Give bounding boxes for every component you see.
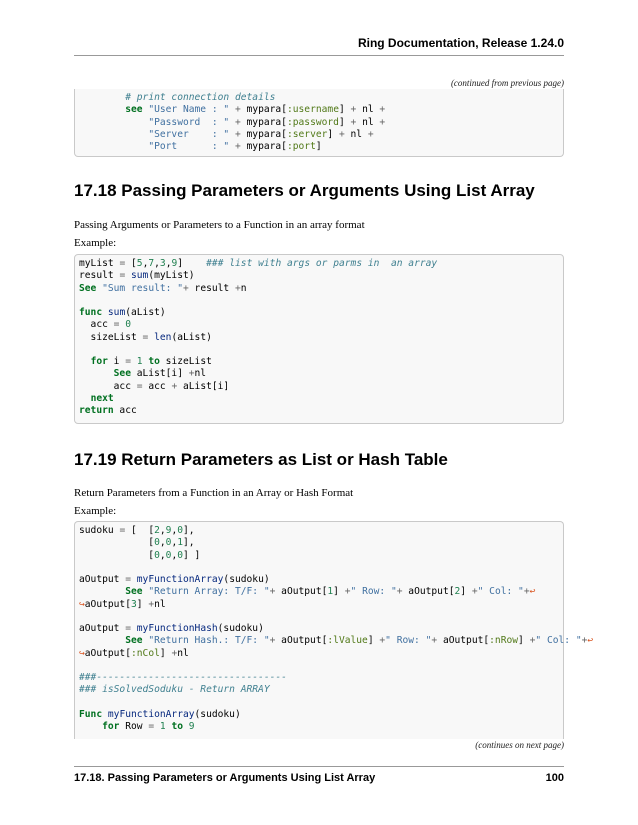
code-token: +: [269, 586, 276, 598]
code-line: [79, 550, 559, 562]
code-token: ]: [367, 635, 380, 647]
code-token: i: [107, 356, 126, 367]
code-token: 5: [136, 258, 143, 269]
code-token: " Col: ": [477, 586, 524, 598]
code-line: [79, 141, 559, 153]
code-token: ]: [338, 104, 351, 116]
code-token: +: [523, 586, 530, 598]
code-token: aOutput[: [402, 586, 455, 598]
code-token: "User Name : ": [148, 104, 230, 116]
code-line: [79, 684, 559, 696]
code-token: to: [148, 356, 160, 367]
code-token: to: [171, 721, 184, 732]
code-line: [79, 283, 559, 295]
code-token: sum: [131, 270, 149, 282]
code-token: =: [142, 331, 149, 343]
section-17-18-intro: Passing Arguments or Parameters to a Function in an array format: [74, 219, 365, 231]
code-token: [79, 721, 102, 732]
code-line: [79, 405, 559, 417]
code-token: 0: [165, 549, 172, 561]
code-token: acc: [79, 319, 114, 331]
code-token: +: [171, 647, 178, 659]
code-token: 0: [177, 549, 183, 561]
code-line: [79, 319, 559, 331]
continued-from-note: (continued from previous page): [450, 78, 564, 88]
code-token: ,: [159, 525, 166, 536]
code-line: [79, 258, 559, 270]
code-token: +: [234, 128, 241, 140]
code-token: =: [148, 721, 155, 732]
code-line: [79, 599, 559, 611]
code-token: [79, 129, 148, 140]
code-token: ,: [159, 549, 166, 561]
code-token: +: [350, 104, 357, 116]
code-token: " Row: ": [385, 635, 432, 647]
code-token: ↩: [587, 635, 594, 647]
code-token: [ [: [125, 525, 155, 536]
code-token: aOutput[: [84, 647, 131, 659]
code-token: [79, 356, 91, 367]
code-token: "Return Array: T/F: ": [148, 586, 270, 598]
code-line: [79, 709, 559, 721]
code-token: [: [125, 258, 137, 269]
code-token: 9: [188, 721, 195, 732]
code-token: ]: [460, 586, 472, 598]
code-line: [79, 672, 559, 684]
code-token: (sudoku): [194, 708, 241, 720]
code-token: +: [396, 586, 403, 598]
code-token: myFunctionHash: [136, 623, 218, 634]
code-token: ]: [177, 258, 207, 269]
code-token: result: [188, 282, 235, 294]
code-line: [79, 562, 559, 574]
code-token: myFunctionArray: [136, 574, 224, 585]
code-line: [79, 270, 559, 282]
code-token: ,: [171, 537, 178, 549]
code-token: 0: [125, 319, 131, 331]
code-token: ↪: [79, 647, 85, 659]
code-token: [: [79, 549, 155, 561]
code-token: 2: [454, 586, 461, 598]
code-token: ,: [159, 537, 166, 549]
code-token: [79, 141, 148, 152]
code-line: [79, 648, 559, 660]
code-token: ,: [154, 258, 160, 269]
code-token: for: [90, 356, 108, 367]
code-token: [79, 117, 148, 128]
code-token: +: [234, 104, 241, 116]
code-token: +: [148, 598, 155, 610]
code-token: 9: [171, 258, 178, 269]
code-line: [79, 307, 559, 319]
code-token: " Row: ": [350, 586, 397, 598]
code-line: [79, 393, 559, 405]
code-token: ,: [142, 258, 149, 269]
code-token: ] ]: [183, 549, 201, 561]
code-token: [79, 586, 125, 597]
code-token: +: [379, 116, 386, 128]
code-token: +: [234, 282, 241, 294]
code-token: ### list with args or parms in an array: [206, 258, 438, 269]
code-token: 1: [159, 721, 166, 732]
code-token: nl: [344, 128, 368, 140]
code-token: myFunctionArray: [107, 708, 195, 720]
code-token: sum: [107, 307, 126, 318]
section-title-17-19: 17.19 Return Parameters as List or Hash Table: [74, 450, 448, 469]
code-token: result: [79, 270, 120, 282]
code-token: 3: [131, 598, 137, 610]
code-token: 2: [154, 525, 160, 536]
code-token: myList: [79, 258, 120, 269]
code-line: [79, 117, 559, 129]
code-token: :username: [286, 104, 339, 116]
code-line: [79, 92, 559, 104]
code-token: aOutput: [79, 623, 126, 634]
code-token: 0: [154, 537, 160, 549]
code-line: [79, 381, 559, 393]
code-token: ]: [327, 128, 339, 140]
code-token: sizeList: [159, 356, 212, 367]
code-block-return-list-hash: [74, 521, 594, 739]
code-token: [79, 92, 125, 103]
code-token: +: [338, 128, 345, 140]
code-token: ,: [171, 525, 178, 536]
footer-section-title: 17.18. Passing Parameters or Arguments Using List Array: [74, 772, 376, 784]
code-token: mypara[: [240, 141, 287, 152]
code-token: +: [471, 586, 478, 598]
code-token: next: [90, 392, 114, 404]
code-token: 9: [165, 525, 172, 536]
code-token: mypara[: [240, 104, 287, 116]
code-token: +: [431, 635, 438, 647]
code-token: sizeList: [79, 331, 143, 343]
code-token: aOutput[: [275, 635, 328, 647]
code-token: nl: [356, 104, 380, 116]
code-token: aOutput[: [437, 635, 490, 647]
code-token: "Sum result: ": [102, 282, 183, 294]
code-token: =: [113, 319, 120, 331]
code-token: ,: [165, 258, 172, 269]
code-line: [79, 344, 559, 356]
code-token: =: [119, 525, 126, 536]
code-token: (myList): [148, 270, 195, 282]
code-line: [79, 332, 559, 344]
code-token: ,: [171, 549, 178, 561]
code-token: ]: [136, 598, 149, 610]
code-token: :server: [286, 128, 328, 140]
code-token: sudoku: [79, 525, 120, 536]
code-token: [: [79, 537, 155, 549]
code-line: [79, 697, 559, 709]
continues-on-note: (continues on next page): [475, 740, 564, 750]
code-token: # print connection details: [125, 92, 276, 103]
code-token: 0: [177, 525, 184, 536]
code-token: "Return Hash.: T/F: ": [148, 635, 270, 647]
code-token: See: [125, 635, 143, 647]
code-token: "Port : ": [148, 141, 230, 152]
code-token: mypara[: [240, 128, 287, 140]
code-line: [79, 660, 559, 672]
code-token: acc: [79, 380, 137, 392]
code-token: +: [234, 116, 241, 128]
code-token: ]: [315, 141, 322, 152]
code-line: [79, 574, 559, 586]
code-line: [79, 295, 559, 307]
code-token: :lValue: [327, 635, 368, 647]
code-token: aList[i]: [177, 380, 230, 392]
code-token: +: [188, 368, 195, 380]
code-token: [79, 393, 91, 404]
code-block-list-array: [74, 254, 564, 424]
code-token: 0: [154, 549, 160, 561]
code-token: =: [125, 574, 131, 585]
code-token: :port: [286, 141, 316, 152]
code-token: Row: [119, 721, 149, 732]
code-token: :nCol: [131, 647, 160, 659]
code-token: nl: [356, 116, 380, 128]
code-token: (aList): [171, 331, 212, 343]
section-17-19-intro: Return Parameters from a Function in an Array or Hash Format: [74, 487, 354, 499]
code-line: [79, 129, 559, 141]
code-line: [79, 368, 559, 380]
code-token: =: [125, 623, 131, 634]
code-token: ]: [518, 635, 530, 647]
code-token: [79, 635, 125, 646]
code-token: " Col: ": [535, 635, 582, 647]
code-token: +: [379, 635, 386, 647]
code-token: aOutput[: [275, 586, 328, 598]
code-token: 1: [136, 356, 143, 367]
code-token: return: [79, 405, 114, 416]
code-token: ###---------------------------------: [79, 672, 287, 683]
section-17-19-example-label: Example:: [74, 505, 117, 517]
code-token: 1: [177, 537, 183, 549]
code-token: =: [119, 270, 126, 282]
code-block-connection-details: [74, 89, 564, 157]
code-token: aOutput: [79, 574, 126, 585]
code-line: [79, 586, 559, 598]
code-token: =: [136, 380, 143, 392]
code-token: [79, 368, 114, 379]
code-token: +: [182, 282, 189, 294]
section-17-18-example-label: Example:: [74, 237, 117, 249]
section-title-17-18: 17.18 Passing Parameters or Arguments Using List Array: [74, 181, 535, 200]
code-token: nl: [177, 647, 189, 659]
code-token: n: [240, 282, 247, 294]
code-token: func: [79, 307, 103, 318]
code-token: 1: [327, 586, 334, 598]
code-line: [79, 623, 559, 635]
code-token: :password: [286, 116, 339, 128]
code-line: [79, 635, 594, 647]
code-line: [79, 611, 559, 623]
code-token: +: [367, 128, 374, 140]
code-token: See: [125, 586, 143, 598]
code-token: acc: [142, 380, 172, 392]
code-token: "Server : ": [148, 128, 230, 140]
code-token: 7: [148, 258, 155, 269]
page-number: 100: [545, 772, 564, 784]
running-header-title: Ring Documentation, Release 1.24.0: [357, 36, 564, 50]
code-token: "Password : ": [148, 116, 230, 128]
code-token: See: [79, 282, 97, 294]
code-token: See: [113, 368, 131, 380]
code-token: len: [154, 331, 172, 343]
code-token: ]: [338, 116, 351, 128]
code-token: =: [119, 258, 126, 269]
code-token: +: [269, 635, 276, 647]
code-token: (sudoku): [217, 623, 264, 634]
code-token: acc: [113, 405, 137, 416]
code-token: for: [102, 721, 120, 732]
footer-rule: [74, 766, 564, 767]
code-token: ↩: [529, 586, 536, 598]
header-rule: [74, 55, 564, 56]
code-token: +: [171, 380, 178, 392]
code-token: aOutput[: [84, 598, 131, 610]
code-token: [79, 104, 125, 115]
code-line: [79, 721, 559, 733]
code-token: (sudoku): [223, 574, 270, 585]
code-token: +: [379, 104, 386, 116]
code-token: :nRow: [489, 635, 519, 647]
code-token: ],: [183, 525, 195, 536]
code-line: [79, 525, 559, 537]
code-token: (aList): [125, 307, 166, 318]
code-token: +: [581, 635, 588, 647]
code-token: +: [350, 116, 357, 128]
code-token: 0: [165, 537, 172, 549]
code-token: ],: [183, 537, 195, 549]
code-line: [79, 537, 559, 549]
code-token: nl: [154, 598, 166, 610]
code-token: aList[i]: [130, 368, 189, 380]
code-token: ### isSolvedSoduku - Return ARRAY: [79, 684, 270, 696]
code-token: nl: [194, 368, 207, 380]
code-token: +: [529, 635, 536, 647]
code-token: =: [125, 356, 131, 367]
code-token: +: [234, 141, 241, 152]
code-token: mypara[: [240, 116, 287, 128]
code-token: ↪: [79, 598, 85, 610]
code-token: +: [344, 586, 351, 598]
code-token: ]: [159, 647, 172, 659]
code-line: [79, 356, 559, 368]
code-token: see: [125, 104, 143, 116]
code-token: Func: [79, 708, 103, 720]
code-token: ]: [333, 586, 345, 598]
code-line: [79, 104, 559, 116]
code-token: 3: [159, 258, 166, 269]
